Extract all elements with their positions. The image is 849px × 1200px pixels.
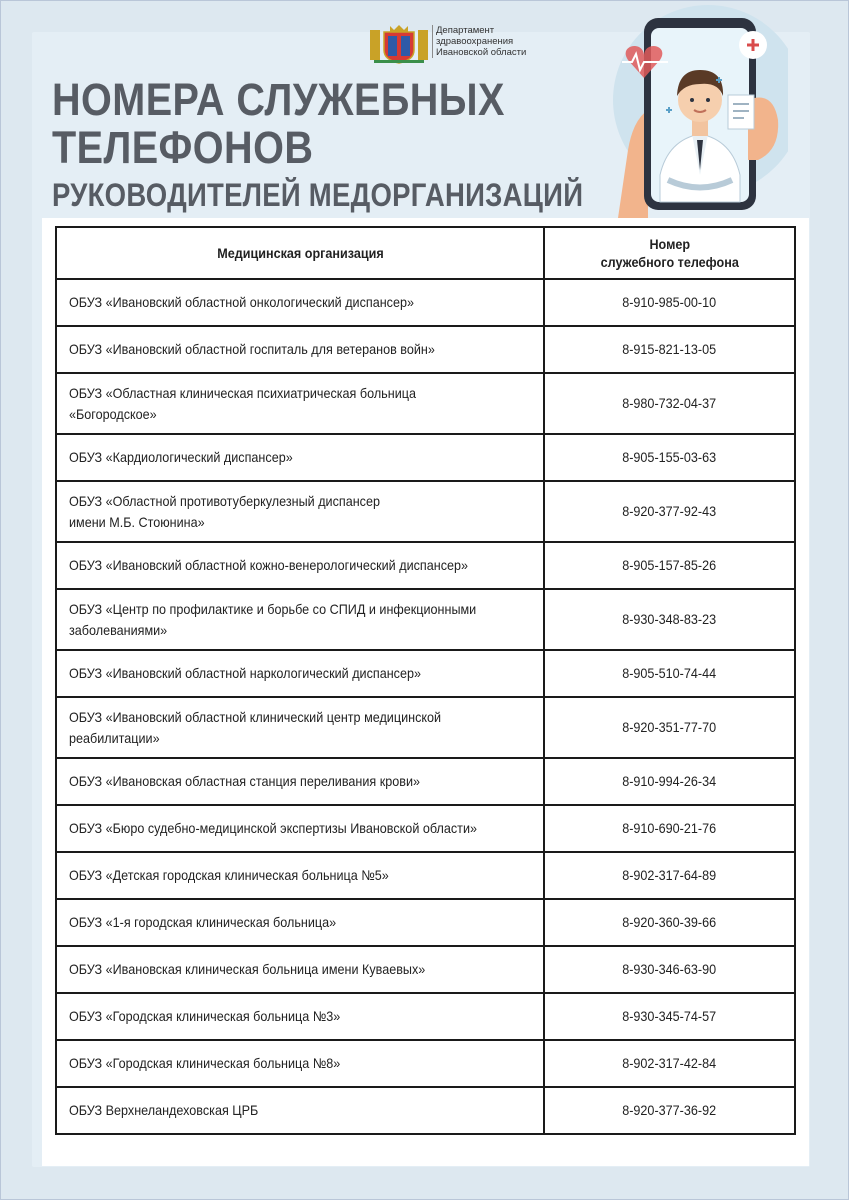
table-row <box>56 993 795 1040</box>
phone-number: 8-930-348-83-23 <box>622 611 717 627</box>
table-row <box>56 650 795 697</box>
phone-cell <box>544 650 795 697</box>
table-row <box>56 434 795 481</box>
phone-number: 8-910-690-21-76 <box>622 820 717 836</box>
department-line: здравоохранения <box>436 36 514 47</box>
organization-name: ОБУЗ «Кардиологический диспансер» <box>69 449 293 465</box>
organization-cell <box>56 805 544 852</box>
phone-number: 8-910-985-00-10 <box>622 294 717 310</box>
phone-number: 8-905-157-85-26 <box>622 557 717 573</box>
phone-cell <box>544 326 795 373</box>
organization-cell <box>56 650 544 697</box>
organization-name: заболеваниями» <box>69 621 168 638</box>
phone-cell <box>544 589 795 650</box>
table-row <box>56 373 795 434</box>
organization-name: ОБУЗ «Центр по профилактике и борьбе со СПИД и инфекционными <box>69 600 477 617</box>
phone-number: 8-902-317-42-84 <box>622 1055 717 1071</box>
organization-cell <box>56 434 544 481</box>
table-row <box>56 542 795 589</box>
table-row <box>56 946 795 993</box>
phone-cell <box>544 852 795 899</box>
organization-cell <box>56 326 544 373</box>
organization-cell <box>56 1040 544 1087</box>
organization-name: ОБУЗ «Ивановская клиническая больница имени Куваевых» <box>69 961 426 977</box>
table-row <box>56 589 795 650</box>
organization-cell <box>56 899 544 946</box>
table-row <box>56 279 795 326</box>
table-row <box>56 326 795 373</box>
phone-cell <box>544 697 795 758</box>
organization-cell <box>56 946 544 993</box>
table-row <box>56 1040 795 1087</box>
organization-name: ОБУЗ «Ивановский областной клинический центр медицинской <box>69 708 442 725</box>
table-row <box>56 1087 795 1134</box>
table-row <box>56 758 795 805</box>
organization-name: ОБУЗ «Городская клиническая больница №3» <box>69 1008 341 1024</box>
phone-number: 8-930-345-74-57 <box>622 1008 717 1024</box>
organization-cell <box>56 697 544 758</box>
organization-name: ОБУЗ Верхнеландеховская ЦРБ <box>69 1102 259 1118</box>
organization-name: ОБУЗ «Ивановский областной кожно-венерологический диспансер» <box>69 557 469 573</box>
table-row <box>56 805 795 852</box>
phone-number: 8-980-732-04-37 <box>622 395 717 411</box>
page-title-line2: ТЕЛЕФОНОВ <box>52 122 314 173</box>
organization-name: ОБУЗ «Областной противотуберкулезный диспансер <box>69 492 381 509</box>
phone-cell <box>544 1040 795 1087</box>
organization-name: ОБУЗ «Ивановский областной наркологический диспансер» <box>69 665 422 681</box>
organization-name: ОБУЗ «1-я городская клиническая больница» <box>69 914 337 930</box>
phone-number: 8-902-317-64-89 <box>622 867 717 883</box>
organization-cell <box>56 852 544 899</box>
organization-name: ОБУЗ «Городская клиническая больница №8» <box>69 1055 341 1071</box>
column-header-phone: Номер служебного телефона <box>544 227 795 279</box>
phone-number: 8-920-351-77-70 <box>622 719 717 735</box>
phone-table <box>55 226 796 1135</box>
organization-name: ОБУЗ «Областная клиническая психиатрическая больница <box>69 384 416 401</box>
table-row <box>56 697 795 758</box>
table-row <box>56 852 795 899</box>
organization-cell <box>56 1087 544 1134</box>
table-row <box>56 899 795 946</box>
organization-cell <box>56 279 544 326</box>
phone-cell <box>544 279 795 326</box>
phone-cell <box>544 899 795 946</box>
phone-number: 8-920-360-39-66 <box>622 914 717 930</box>
department-line: Департамент <box>436 25 495 36</box>
phone-number: 8-905-510-74-44 <box>622 665 717 681</box>
page-title-line1: НОМЕРА СЛУЖЕБНЫХ <box>52 74 505 125</box>
organization-cell <box>56 589 544 650</box>
organization-name: ОБУЗ «Бюро судебно-медицинской экспертизы Ивановской области» <box>69 820 477 836</box>
organization-name: имени М.Б. Стоюнина» <box>69 513 205 530</box>
phone-cell <box>544 758 795 805</box>
department-name <box>432 25 542 58</box>
table-header-row <box>56 227 795 279</box>
phone-number: 8-920-377-36-92 <box>622 1102 717 1118</box>
organization-cell <box>56 542 544 589</box>
organization-cell <box>56 481 544 542</box>
phone-cell <box>544 542 795 589</box>
organization-name: ОБУЗ «Ивановская областная станция переливания крови» <box>69 773 420 789</box>
phone-cell <box>544 481 795 542</box>
phone-cell <box>544 993 795 1040</box>
department-line: Ивановской области <box>436 47 527 58</box>
phone-cell <box>544 373 795 434</box>
organization-name: ОБУЗ «Ивановский областной онкологический диспансер» <box>69 294 414 310</box>
page-subtitle: РУКОВОДИТЕЛЕЙ МЕДОРГАНИЗАЦИЙ <box>52 177 584 213</box>
organization-cell <box>56 758 544 805</box>
doctor-phone-illustration <box>588 0 788 218</box>
phone-cell <box>544 434 795 481</box>
table-row <box>56 481 795 542</box>
column-header-organization: Медицинская организация <box>56 227 544 279</box>
organization-cell <box>56 993 544 1040</box>
phone-cell <box>544 1087 795 1134</box>
organization-name: ОБУЗ «Детская городская клиническая больница №5» <box>69 867 389 883</box>
phone-cell <box>544 805 795 852</box>
phone-number: 8-930-346-63-90 <box>622 961 717 977</box>
coat-of-arms-icon <box>370 24 428 64</box>
organization-name: «Богородское» <box>69 405 157 422</box>
phone-number: 8-915-821-13-05 <box>622 341 717 357</box>
phone-number: 8-920-377-92-43 <box>622 503 717 519</box>
organization-cell <box>56 373 544 434</box>
phone-cell <box>544 946 795 993</box>
phone-number: 8-910-994-26-34 <box>622 773 717 789</box>
phone-number: 8-905-155-03-63 <box>622 449 717 465</box>
organization-name: ОБУЗ «Ивановский областной госпиталь для ветеранов войн» <box>69 341 435 357</box>
organization-name: реабилитации» <box>69 729 160 746</box>
